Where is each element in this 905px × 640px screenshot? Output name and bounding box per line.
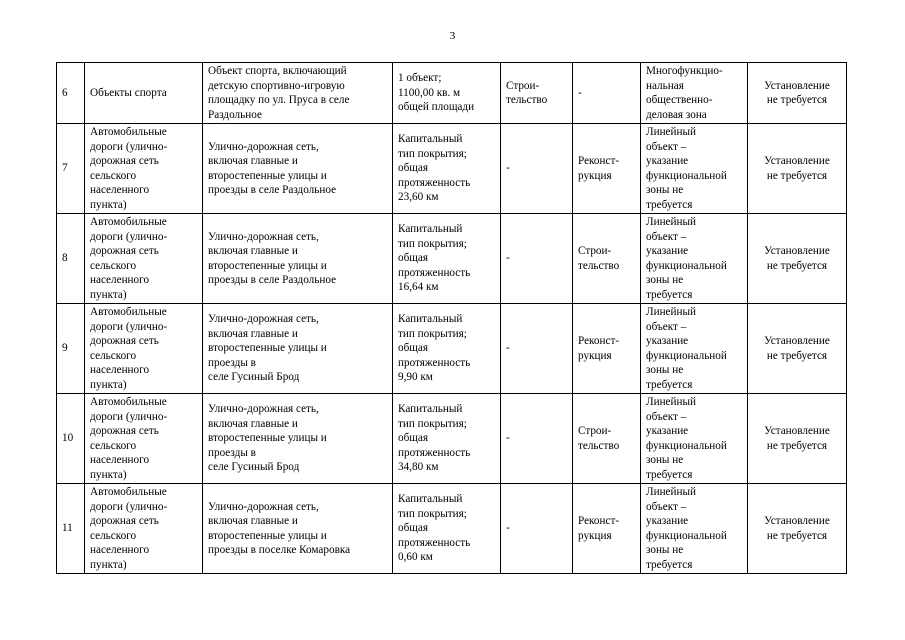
row-number: 6: [57, 63, 85, 124]
row-number: 7: [57, 124, 85, 214]
functional-zone: Линейный объект – указание функциональной зоны не требуется: [641, 124, 748, 214]
table-row: [57, 484, 847, 574]
table-row: [57, 214, 847, 304]
status-construction: -: [501, 484, 573, 574]
objects-table-body: [57, 63, 847, 574]
status-reconstruction: Строи- тельство: [573, 394, 641, 484]
table-row: [57, 124, 847, 214]
protection-zone: Установление не требуется: [748, 304, 847, 394]
object-name: Автомобильные дороги (улично- дорожная сеть сельского населенного пункта): [85, 394, 203, 484]
object-parameters: Капитальный тип покрытия; общая протяженность 23,60 км: [393, 124, 501, 214]
functional-zone: Линейный объект – указание функциональной зоны не требуется: [641, 214, 748, 304]
object-description: Улично-дорожная сеть, включая главные и второстепенные улицы и проезды в селе Раздольное: [203, 214, 393, 304]
protection-zone: Установление не требуется: [748, 124, 847, 214]
object-description: Улично-дорожная сеть, включая главные и второстепенные улицы и проезды в селе Гусиный Брод: [203, 304, 393, 394]
object-parameters: 1 объект; 1100,00 кв. м общей площади: [393, 63, 501, 124]
table-row: [57, 394, 847, 484]
status-construction: -: [501, 394, 573, 484]
objects-table: [56, 62, 847, 574]
object-name: Автомобильные дороги (улично- дорожная сеть сельского населенного пункта): [85, 484, 203, 574]
object-description: Улично-дорожная сеть, включая главные и второстепенные улицы и проезды в поселке Комаровка: [203, 484, 393, 574]
table-row: [57, 304, 847, 394]
status-construction: -: [501, 304, 573, 394]
protection-zone: Установление не требуется: [748, 63, 847, 124]
object-description: Улично-дорожная сеть, включая главные и второстепенные улицы и проезды в селе Гусиный Брод: [203, 394, 393, 484]
object-parameters: Капитальный тип покрытия; общая протяженность 9,90 км: [393, 304, 501, 394]
object-name: Автомобильные дороги (улично- дорожная сеть сельского населенного пункта): [85, 214, 203, 304]
row-number: 9: [57, 304, 85, 394]
object-parameters: Капитальный тип покрытия; общая протяженность 16,64 км: [393, 214, 501, 304]
table-row: [57, 63, 847, 124]
page-number: 3: [449, 30, 456, 42]
object-name: Автомобильные дороги (улично- дорожная сеть сельского населенного пункта): [85, 304, 203, 394]
protection-zone: Установление не требуется: [748, 394, 847, 484]
functional-zone: Многофункцио- нальная общественно- деловая зона: [641, 63, 748, 124]
status-reconstruction: -: [573, 63, 641, 124]
status-construction: Строи- тельство: [501, 63, 573, 124]
object-description: Улично-дорожная сеть, включая главные и второстепенные улицы и проезды в селе Раздольное: [203, 124, 393, 214]
object-description: Объект спорта, включающий детскую спортивно-игровую площадку по ул. Пруса в селе Раздольное: [203, 63, 393, 124]
functional-zone: Линейный объект – указание функциональной зоны не требуется: [641, 394, 748, 484]
protection-zone: Установление не требуется: [748, 484, 847, 574]
object-parameters: Капитальный тип покрытия; общая протяженность 34,80 км: [393, 394, 501, 484]
object-name: Автомобильные дороги (улично- дорожная сеть сельского населенного пункта): [85, 124, 203, 214]
status-reconstruction: Реконст- рукция: [573, 484, 641, 574]
status-reconstruction: Реконст- рукция: [573, 304, 641, 394]
status-reconstruction: Реконст- рукция: [573, 124, 641, 214]
functional-zone: Линейный объект – указание функциональной зоны не требуется: [641, 304, 748, 394]
row-number: 10: [57, 394, 85, 484]
object-parameters: Капитальный тип покрытия; общая протяженность 0,60 км: [393, 484, 501, 574]
status-construction: -: [501, 124, 573, 214]
row-number: 11: [57, 484, 85, 574]
row-number: 8: [57, 214, 85, 304]
status-construction: -: [501, 214, 573, 304]
status-reconstruction: Строи- тельство: [573, 214, 641, 304]
protection-zone: Установление не требуется: [748, 214, 847, 304]
functional-zone: Линейный объект – указание функциональной зоны не требуется: [641, 484, 748, 574]
object-name: Объекты спорта: [85, 63, 203, 124]
